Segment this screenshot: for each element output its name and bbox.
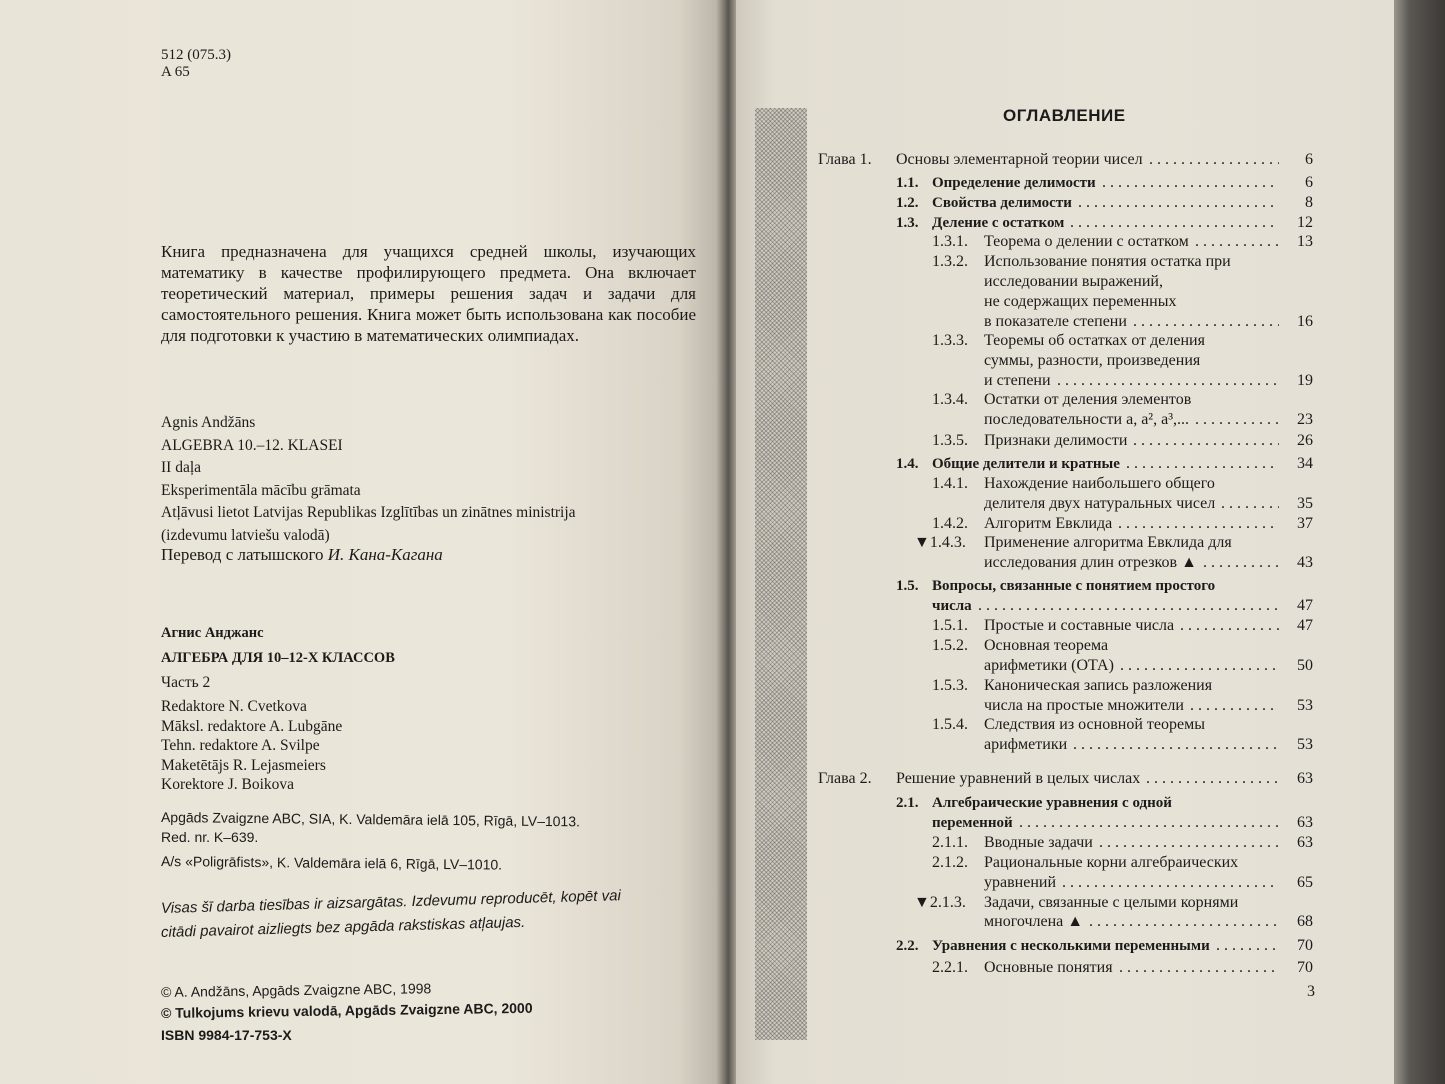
toc-entry: [818, 616, 1313, 636]
isbn: ISBN 9984-17-753-X: [161, 1027, 292, 1043]
printer-address: A/s «Poligrāfists», K. Valdemāra ielā 6, Rīgā, LV–1010.: [160, 853, 503, 873]
toc-leader-dots: [1180, 616, 1279, 636]
toc-entry-text: числа: [932, 598, 972, 614]
toc-entry-page: 8: [1305, 194, 1313, 211]
toc-entry-text: Задачи, связанные с целыми корнями: [984, 894, 1239, 911]
latvian-imprint-line: Agnis Andžāns: [161, 414, 256, 431]
toc-leader-dots: [1019, 813, 1279, 833]
toc-entry-text: Алгоритм Евклида: [984, 515, 1113, 532]
toc-entry-text: не содержащих переменных: [984, 293, 1177, 310]
toc-entry: [818, 793, 1313, 813]
publisher-address: Apgāds Zvaigzne ABC, SIA, K. Valdemāra ielā 105, Rīgā, LV–1013.: [160, 809, 581, 830]
toc-entry: [818, 893, 1313, 913]
toc-leader-dots: [1089, 912, 1279, 932]
toc-entry-text: арифметики: [984, 736, 1068, 753]
toc-entry: [818, 272, 1313, 292]
book-gutter: [716, 0, 738, 1084]
toc-entry-text: суммы, разности, произведения: [984, 352, 1201, 369]
toc-entry-page: 34: [1297, 455, 1313, 472]
rights-line-2: citādi pavairot aizliegts bez apgāda rakstiskas atļaujas.: [160, 913, 526, 941]
toc-entry: [818, 596, 1313, 616]
toc-entry: [818, 232, 1313, 252]
toc-leader-dots: [1146, 769, 1279, 789]
toc-entry-number: 1.4.1.: [932, 475, 968, 492]
toc-entry: [818, 431, 1313, 451]
toc-entry-text: Основная теорема: [984, 637, 1109, 654]
toc-entry-text: Применение алгоритма Евклида для: [984, 534, 1232, 551]
toc-entry: [818, 173, 1313, 193]
toc-entry-number: 1.1.: [896, 175, 919, 191]
latvian-imprint-line: Eksperimentāla mācību grāmata: [161, 481, 361, 499]
toc-entry-page: 13: [1297, 233, 1313, 250]
toc-entry-page: 68: [1297, 913, 1313, 930]
latvian-imprint-line: II daļa: [161, 459, 202, 476]
toc-entry-page: 50: [1297, 657, 1313, 674]
toc-entry-page: 6: [1305, 174, 1313, 191]
toc-entry-text: Следствия из основной теоремы: [984, 716, 1205, 733]
editorial-number: Red. nr. K–639.: [161, 829, 259, 845]
toc-entry-number: 1.2.: [896, 195, 919, 211]
toc-entry: [818, 873, 1313, 893]
toc-entry-number: 2.2.: [896, 938, 919, 954]
toc-entry: [818, 371, 1313, 391]
toc-entry-number: 1.3.: [896, 215, 919, 231]
toc-entry: [818, 351, 1313, 371]
toc-leader-dots: [1126, 454, 1279, 474]
toc-entry: [818, 312, 1313, 332]
translation-prefix: Перевод с латышского: [161, 545, 328, 564]
toc-entry: [818, 656, 1313, 676]
toc-entry-text: Основные понятия: [984, 959, 1113, 976]
toc-entry-page: 70: [1297, 937, 1313, 954]
toc-leader-dots: [1118, 514, 1279, 534]
toc-entry-text: Теорема о делении с остатком: [984, 233, 1189, 250]
toc-entry-number: 1.3.2.: [932, 253, 968, 270]
author-mark: A 65: [161, 64, 190, 80]
toc-entry: [818, 252, 1313, 272]
toc-entry-number: ▼2.1.3.: [914, 894, 966, 911]
copyright-translation: © Tulkojums krievu valodā, Apgāds Zvaigzne ABC, 2000: [160, 999, 533, 1021]
toc-leader-dots: [1099, 833, 1279, 853]
toc-entry-text: Деление с остатком: [932, 215, 1065, 231]
toc-entry-text: многочлена ▲: [984, 913, 1084, 930]
latvian-imprint-line: (izdevumu latviešu valodā): [161, 526, 330, 544]
toc-entry-text: Нахождение наибольшего общего: [984, 475, 1215, 492]
toc-entry-text: исследовании выражений,: [984, 273, 1163, 290]
toc-entry-text: переменной: [932, 815, 1013, 831]
toc-entry-page: 47: [1297, 617, 1313, 634]
toc-entry-page: 19: [1297, 372, 1313, 389]
toc-leader-dots: [1221, 494, 1279, 514]
toc-leader-dots: [1216, 936, 1279, 956]
toc-entry: [818, 912, 1313, 932]
author-russian: Агнис Анджанс: [161, 625, 264, 641]
toc-entry-page: 63: [1297, 814, 1313, 831]
toc-entry-number: 1.5.4.: [932, 716, 968, 733]
staff-line: Tehn. redaktore A. Svilpe: [161, 737, 320, 754]
toc-leader-dots: [1133, 431, 1279, 451]
toc-entry-text: Простые и составные числа: [984, 617, 1175, 634]
toc-entry-text: арифметики (ОТА): [984, 657, 1114, 674]
toc-entry-text: Теоремы об остатках от деления: [984, 332, 1205, 349]
toc-leader-dots: [1195, 410, 1279, 430]
book-edge: [1394, 0, 1445, 1084]
toc-entry-text: Свойства делимости: [932, 195, 1072, 211]
toc-entry-number: 2.1.: [896, 795, 919, 811]
part-russian: Часть 2: [161, 674, 211, 691]
toc-entry-text: числа на простые множители: [984, 697, 1184, 714]
toc-leader-dots: [1195, 232, 1279, 252]
toc-entry-number: 1.5.3.: [932, 677, 968, 694]
toc-leader-dots: [1078, 193, 1279, 213]
toc-entry-text: и степени: [984, 372, 1051, 389]
toc-leader-dots: [1119, 958, 1279, 978]
toc-entry-number: 1.3.4.: [932, 391, 968, 408]
toc-entry-page: 12: [1297, 214, 1313, 231]
toc-entry: [818, 390, 1313, 410]
toc-entry-text: Каноническая запись разложения: [984, 677, 1213, 694]
decorative-stripe: [755, 108, 807, 1040]
toc-entry: [818, 813, 1313, 833]
toc-entry-page: 37: [1297, 515, 1313, 532]
toc-entry-text: Определение делимости: [932, 175, 1096, 191]
toc-entry-text: делителя двух натуральных чисел: [984, 495, 1216, 512]
udc-code: 512 (075.3): [161, 47, 231, 63]
staff-line: Maketētājs R. Lejasmeiers: [161, 756, 326, 774]
toc-entry-text: исследования длин отрезков ▲: [984, 554, 1197, 571]
staff-line: Korektore J. Boikova: [161, 776, 295, 793]
book-annotation: Книга предназначена для учащихся средней школы, изучающих математику в качестве профилирующего предмета. Она включает теоретический материал, примеры решения задач и задачи для самостоятельного решения. Книга может быть использована как пособие для подготовки к участию в математических олимпиадах.: [161, 242, 696, 345]
toc-entry: [818, 676, 1313, 696]
toc-leader-dots: [1057, 371, 1279, 391]
toc-entry: [818, 958, 1313, 978]
toc-entry-text: Решение уравнений в целых числах: [896, 770, 1141, 787]
toc-entry: [818, 696, 1313, 716]
toc-entry: [818, 735, 1313, 755]
left-page: [0, 0, 722, 1084]
toc-leader-dots: [1133, 312, 1279, 332]
toc-entry-text: в показателе степени: [984, 313, 1127, 330]
toc-entry: [818, 769, 1313, 789]
translator-name: И. Кана-Кагана: [327, 545, 443, 564]
toc-entry: [818, 576, 1313, 596]
toc-leader-dots: [1070, 213, 1279, 233]
toc-entry: [818, 636, 1313, 656]
toc-entry-page: 16: [1297, 313, 1313, 330]
toc-entry-text: Признаки делимости: [984, 432, 1128, 449]
toc-leader-dots: [1062, 873, 1279, 893]
toc-entry-page: 6: [1305, 151, 1313, 168]
toc-entry-page: 35: [1297, 495, 1313, 512]
latvian-imprint-line: Atļāvusi lietot Latvijas Republikas Izglītības un zinātnes ministrija: [161, 504, 576, 521]
toc-entry-number: 1.4.: [896, 456, 919, 472]
toc-entry-number: 1.5.: [896, 578, 919, 594]
toc-entry: [818, 213, 1313, 233]
toc-entry-page: 65: [1297, 874, 1313, 891]
toc-leader-dots: [1149, 150, 1279, 170]
toc-entry: [818, 553, 1313, 573]
toc-entry: [818, 292, 1313, 312]
toc-entry-text: Остатки от деления элементов: [984, 391, 1192, 408]
toc-entry-number: 2.2.1.: [932, 959, 968, 976]
toc-leader-dots: [1120, 656, 1279, 676]
toc-entry-text: Вводные задачи: [984, 834, 1093, 851]
toc-entry: [818, 494, 1313, 514]
toc-entry-number: 2.1.2.: [932, 854, 968, 871]
toc-entry-text: Использование понятия остатка при: [984, 253, 1231, 270]
toc-entry-text: Общие делители и кратные: [932, 456, 1120, 472]
toc-leader-dots: [1203, 553, 1279, 573]
toc-entry-number: Глава 1.: [818, 151, 872, 168]
toc-entry: [818, 410, 1313, 430]
toc-entry: [818, 454, 1313, 474]
toc-entry: [818, 514, 1313, 534]
toc-entry: [818, 331, 1313, 351]
toc-entry-number: 2.1.1.: [932, 834, 968, 851]
toc-entry-page: 53: [1297, 736, 1313, 753]
toc-entry: [818, 936, 1313, 956]
toc-leader-dots: [1102, 173, 1279, 193]
toc-entry-text: уравнений: [984, 874, 1057, 891]
toc-entry: [818, 474, 1313, 494]
toc-entry-page: 47: [1297, 597, 1313, 614]
toc-entry: [818, 853, 1313, 873]
title-russian: АЛГЕБРА ДЛЯ 10–12-Х КЛАССОВ: [161, 650, 395, 666]
toc-entry-page: 26: [1297, 432, 1313, 449]
toc-entry-text: Алгебраические уравнения с одной: [932, 795, 1172, 811]
toc-entry-number: Глава 2.: [818, 770, 872, 787]
toc-entry-text: Рациональные корни алгебраических: [984, 854, 1239, 871]
translation-credit: [161, 545, 443, 565]
toc-entry-number: 1.5.2.: [932, 637, 968, 654]
copyright-author: © A. Andžāns, Apgāds Zvaigzne ABC, 1998: [160, 980, 432, 1000]
toc-entry: [818, 833, 1313, 853]
toc-entry-number: 1.3.1.: [932, 233, 968, 250]
toc-entry-text: Вопросы, связанные с понятием простого: [932, 578, 1216, 594]
toc-entry-text: Уравнения с несколькими переменными: [932, 938, 1210, 954]
toc-entry: [818, 150, 1313, 170]
toc-title: ОГЛАВЛЕНИЕ: [1003, 106, 1126, 125]
toc-leader-dots: [1190, 696, 1279, 716]
toc-entry-number: 1.4.2.: [932, 515, 968, 532]
latvian-imprint-line: ALGEBRA 10.–12. KLASEI: [161, 436, 343, 454]
toc-entry-page: 63: [1297, 770, 1313, 787]
toc-entry-page: 53: [1297, 697, 1313, 714]
toc-entry-number: 1.3.3.: [932, 332, 968, 349]
toc-entry-page: 70: [1297, 959, 1313, 976]
staff-line: Māksl. redaktore A. Lubgāne: [161, 717, 343, 735]
toc-entry: [818, 533, 1313, 553]
toc-entry-page: 43: [1297, 554, 1313, 571]
toc-leader-dots: [1073, 735, 1279, 755]
toc-entry-text: последовательности a, a², a³,...: [984, 411, 1189, 428]
toc-entry-number: ▼1.4.3.: [914, 534, 966, 551]
toc-entry: [818, 715, 1313, 735]
toc-leader-dots: [978, 596, 1279, 616]
toc-entry-text: Основы элементарной теории чисел: [896, 151, 1143, 168]
toc-entry-number: 1.5.1.: [932, 617, 968, 634]
toc-entry-page: 63: [1297, 834, 1313, 851]
page-number: 3: [1307, 983, 1315, 1000]
toc-entry: [818, 193, 1313, 213]
staff-line: Redaktore N. Cvetkova: [161, 698, 307, 715]
toc-entry-page: 23: [1297, 411, 1313, 428]
toc-entry-number: 1.3.5.: [932, 432, 968, 449]
rights-line-1: Visas šī darba tiesības ir aizsargātas. Izdevumu reproducēt, kopēt vai: [160, 887, 622, 917]
